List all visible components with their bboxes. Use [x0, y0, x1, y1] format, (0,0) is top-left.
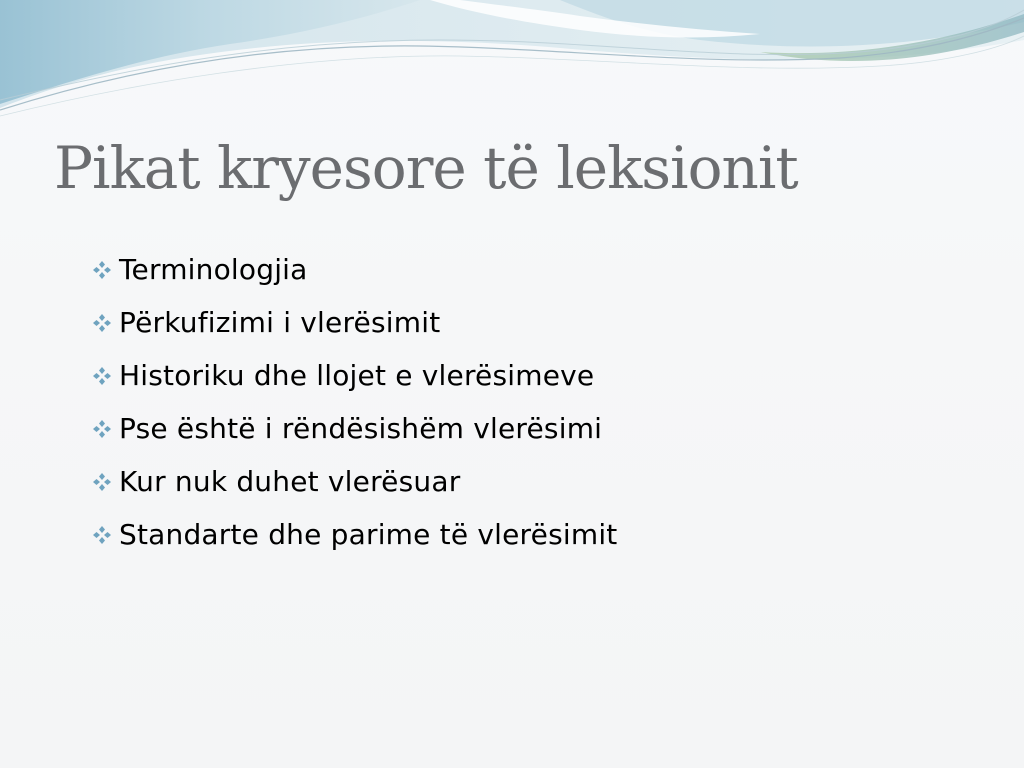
diamond-quad-bullet-icon: [88, 468, 116, 496]
diamond-quad-bullet-icon: [88, 521, 116, 549]
header-wave-decoration: [0, 0, 1024, 130]
diamond-quad-bullet-icon: [88, 309, 116, 337]
bullet-item: [88, 508, 617, 561]
bullet-item: [88, 402, 617, 455]
bullet-item: [88, 243, 617, 296]
bullet-item: [88, 349, 617, 402]
bullet-item: [88, 296, 617, 349]
diamond-quad-bullet-icon: [88, 362, 116, 390]
bullet-item: [88, 455, 617, 508]
bullet-text: Përkufizimi i vlerësimit: [119, 306, 441, 339]
bullet-text: Historiku dhe llojet e vlerësimeve: [119, 359, 595, 392]
bullet-text: Pse është i rëndësishëm vlerësimi: [119, 412, 603, 445]
bullet-text: Kur nuk duhet vlerësuar: [119, 465, 461, 498]
bullet-list: [88, 243, 617, 561]
bullet-text: Terminologjia: [119, 253, 308, 286]
diamond-quad-bullet-icon: [88, 415, 116, 443]
diamond-quad-bullet-icon: [88, 256, 116, 284]
bullet-text: Standarte dhe parime të vlerësimit: [119, 518, 618, 551]
slide-title: Pikat kryesore të leksionit: [54, 134, 798, 202]
